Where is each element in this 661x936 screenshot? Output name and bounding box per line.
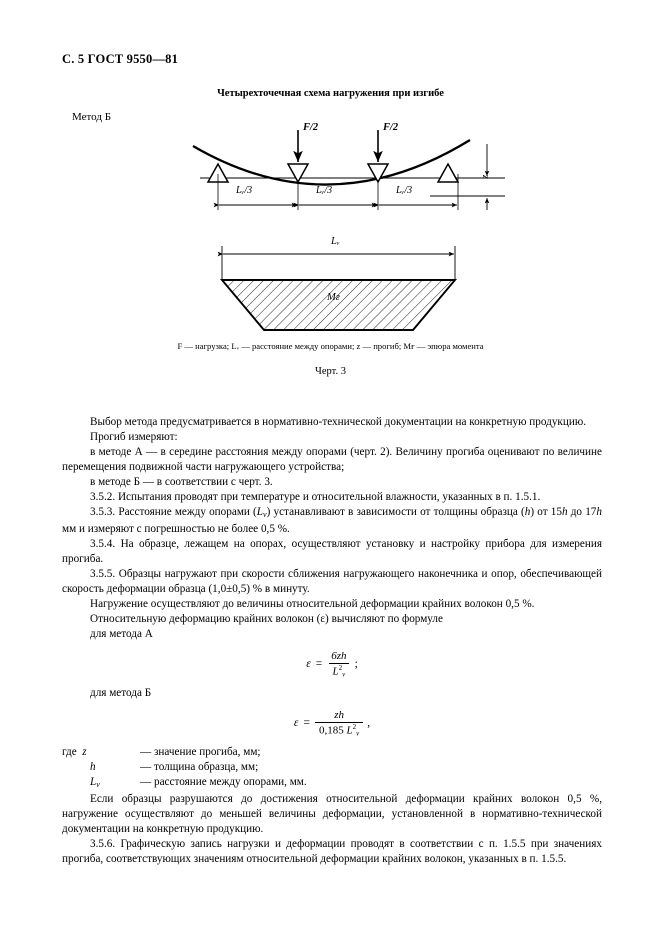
support-right bbox=[438, 164, 458, 182]
span-label-3: Lᵥ/3 bbox=[396, 185, 413, 196]
p353-part-b: ) устанавливают в зависимости от толщины образца ( bbox=[266, 506, 525, 518]
symbol-h-2: h bbox=[561, 506, 568, 518]
figure-number: Черт. 3 bbox=[315, 366, 346, 377]
moment-diagram-label: Mғ bbox=[327, 292, 340, 303]
deflection-label: z bbox=[480, 175, 491, 179]
figure-diagram bbox=[0, 118, 661, 358]
formula-b-lhs: ε bbox=[293, 717, 299, 730]
paragraph-356: 3.5.6. Графическую запись нагрузки и деформации проводят в соответствии с п. 1.5.5 при значениях прогиба, соответствующих значениям относительной деформации крайних волокон, указанных в п. 1.5.5. bbox=[62, 837, 602, 865]
paragraph-fracture-before-strain: Если образцы разрушаются до достижения относительной деформации крайних волокон 0,5 %, нагружение осуществляют до меньшей величины деформации, установленной в нормативно-технической документации на конкретную продукцию. bbox=[62, 792, 602, 835]
method-label: Метод Б bbox=[72, 111, 112, 123]
formula-b-tail: , bbox=[367, 717, 371, 730]
paragraph-method-choice: Выбор метода предусматривается в нормативно-технической документации на конкретную продукцию. bbox=[90, 416, 586, 428]
formula-a-den-base: L bbox=[332, 665, 339, 678]
symbol-h-1: h bbox=[524, 506, 531, 518]
document-body bbox=[62, 415, 602, 867]
formula-a-lhs: ε bbox=[306, 658, 311, 671]
paragraph-352: 3.5.2. Испытания проводят при температуре и относительной влажности, указанных в п. 1.5.1. bbox=[90, 491, 541, 503]
formula-a-tail: ; bbox=[354, 658, 358, 671]
variable-symbol-lv-sub: v bbox=[96, 779, 100, 789]
variable-symbol-lv bbox=[90, 775, 108, 792]
symbol-lv-base: L bbox=[256, 506, 264, 518]
symbol-lv-sub: v bbox=[263, 510, 267, 519]
formula-b-fraction bbox=[315, 709, 363, 739]
formula-method-a bbox=[62, 650, 602, 680]
paragraph-method-b: в методе Б — в соответствии с черт. 3. bbox=[90, 476, 273, 488]
moment-area-trapezoid bbox=[222, 280, 455, 330]
formula-b-equals: = bbox=[303, 717, 310, 730]
variable-key-lv bbox=[62, 775, 140, 792]
p353-part-c: ) от 15 bbox=[530, 506, 562, 518]
where-word: где bbox=[62, 745, 77, 758]
variable-key-h bbox=[62, 760, 140, 775]
paragraph-354: 3.5.4. На образце, лежащем на опорах, осуществляют установку и настройку прибора для измерения прогиба. bbox=[62, 538, 602, 565]
p353-part-e: мм и измеряют с погрешностью не более 0,5 %. bbox=[62, 523, 290, 535]
variable-desc-h: — толщина образца, мм; bbox=[140, 760, 259, 773]
variable-desc-z: — значение прогиба, мм; bbox=[140, 745, 261, 758]
paragraph-deflection-measured: Прогиб измеряют: bbox=[90, 431, 178, 443]
page-header: С. 5 ГОСТ 9550—81 bbox=[62, 52, 179, 66]
paragraph-method-a: в методе А — в середине расстояния между опорами (черт. 2). Величину прогиба оценивают по величине перемещения подвижной части нагружающего устройства; bbox=[62, 446, 602, 473]
formula-b-den-base: L bbox=[346, 724, 353, 737]
variable-symbol-lv-base: L bbox=[90, 775, 97, 788]
loading-nose-left bbox=[288, 164, 308, 182]
paragraph-355: 3.5.5. Образцы нагружают при скорости сближения нагружающего наконечника и опор, обеспечивающей скорость деформации образца (1,0±0,5) % в минуту. bbox=[62, 568, 602, 595]
variable-symbol-z: z bbox=[82, 745, 87, 758]
formula-method-a-expression bbox=[306, 650, 358, 680]
total-span-label: Lᵥ bbox=[331, 236, 340, 247]
symbol-h-3: h bbox=[596, 506, 602, 518]
figure-caption: F — нагрузка; Lᵥ — расстояние между опорами; z — прогиб; Mғ — эпюра момента bbox=[177, 341, 484, 351]
formula-a-numerator: 6zh bbox=[331, 650, 347, 662]
p353-part-d: до 17 bbox=[567, 506, 597, 518]
label-for-method-a: для метода А bbox=[90, 628, 153, 640]
formula-a-fraction bbox=[327, 650, 350, 680]
variable-row-lv bbox=[62, 775, 602, 792]
variable-desc-lv: — расстояние между опорами, мм. bbox=[140, 775, 307, 788]
p353-part-a: 3.5.3. Расстояние между опорами ( bbox=[90, 506, 257, 518]
formula-method-b-expression bbox=[294, 709, 370, 739]
variable-row-h bbox=[62, 760, 602, 775]
paragraph-strain-formula-intro: Относительную деформацию крайних волокон (ε) вычисляют по формуле bbox=[90, 613, 443, 625]
paragraph-loading-limit: Нагружение осуществляют до величины относительной деформации крайних волокон 0,5 %. bbox=[90, 598, 535, 610]
load-label-right: F/2 bbox=[383, 122, 399, 133]
formula-b-den-sup: 2 bbox=[352, 723, 357, 732]
variable-row-z bbox=[62, 745, 602, 760]
variable-symbol-h: h bbox=[90, 760, 96, 773]
formula-a-den-sub: v bbox=[342, 670, 346, 679]
formula-a-denominator bbox=[329, 663, 350, 679]
formula-method-b bbox=[62, 709, 602, 739]
load-label-left: F/2 bbox=[303, 122, 319, 133]
variable-where-label bbox=[62, 745, 140, 760]
symbol-lv bbox=[257, 506, 267, 518]
formula-a-equals: = bbox=[315, 658, 323, 671]
span-label-1: Lᵥ/3 bbox=[236, 185, 253, 196]
formula-a-den-sup: 2 bbox=[338, 664, 343, 673]
formula-b-den-coef: 0,185 bbox=[318, 724, 344, 737]
label-for-method-b: для метода Б bbox=[90, 686, 152, 699]
span-label-2: Lᵥ/3 bbox=[316, 185, 333, 196]
formula-b-den-sub: v bbox=[356, 729, 360, 738]
formula-b-denominator bbox=[315, 722, 363, 738]
variable-definitions bbox=[62, 745, 602, 792]
formula-b-numerator: zh bbox=[334, 708, 344, 721]
figure-title: Четырехточечная схема нагружения при изгибе bbox=[217, 88, 444, 99]
paragraph-353 bbox=[62, 505, 602, 537]
